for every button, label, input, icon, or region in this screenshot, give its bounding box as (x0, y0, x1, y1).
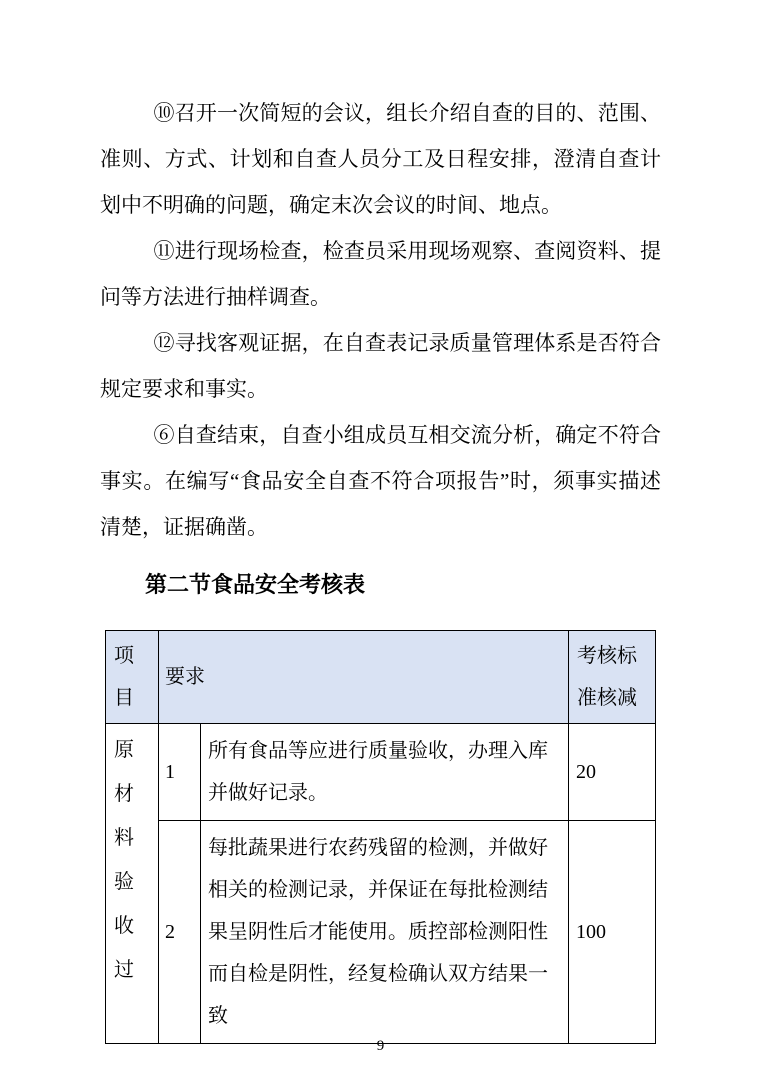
table-row (106, 821, 656, 1044)
paragraph-self-check-end: ⑥自查结束，自查小组成员互相交流分析，确定不符合事实。在编写“食品安全自查不符合项报告”时，须事实描述清楚，证据确凿。 (100, 423, 661, 539)
header-cell-requirement: 要求 (159, 631, 569, 724)
requirement-cell: 每批蔬果进行农药残留的检测，并做好相关的检测记录，并保证在每批检测结果呈阴性后才能使用。质控部检测阳性而自检是阴性，经复检确认双方结果一致 (201, 821, 569, 1044)
table-row (106, 724, 656, 821)
paragraph-onsite-inspection: ⑪进行现场检查，检查员采用现场观察、查阅资料、提问等方法进行抽样调查。 (100, 239, 661, 309)
header-cell-item: 项目 (106, 631, 159, 724)
score-cell: 20 (569, 724, 656, 821)
assessment-table (105, 630, 656, 1044)
paragraph-meeting: ⑩召开一次简短的会议，组长介绍自查的目的、范围、准则、方式、计划和自查人员分工及日程安排，澄清自查计划中不明确的问题，确定末次会议的时间、地点。 (100, 101, 661, 217)
row-number-cell: 1 (159, 724, 201, 821)
paragraph-objective-evidence: ⑫寻找客观证据，在自查表记录质量管理体系是否符合规定要求和事实。 (100, 331, 661, 401)
category-cell: 原材料验收过 (106, 724, 159, 1044)
requirement-cell: 所有食品等应进行质量验收，办理入库并做好记录。 (201, 724, 569, 821)
score-cell: 100 (569, 821, 656, 1044)
header-cell-score: 考核标准核减 (569, 631, 656, 724)
row-number-cell: 2 (159, 821, 201, 1044)
table-header-row (106, 631, 656, 724)
section-heading: 第二节食品安全考核表 (145, 572, 366, 597)
page-number: 9 (376, 1038, 385, 1054)
